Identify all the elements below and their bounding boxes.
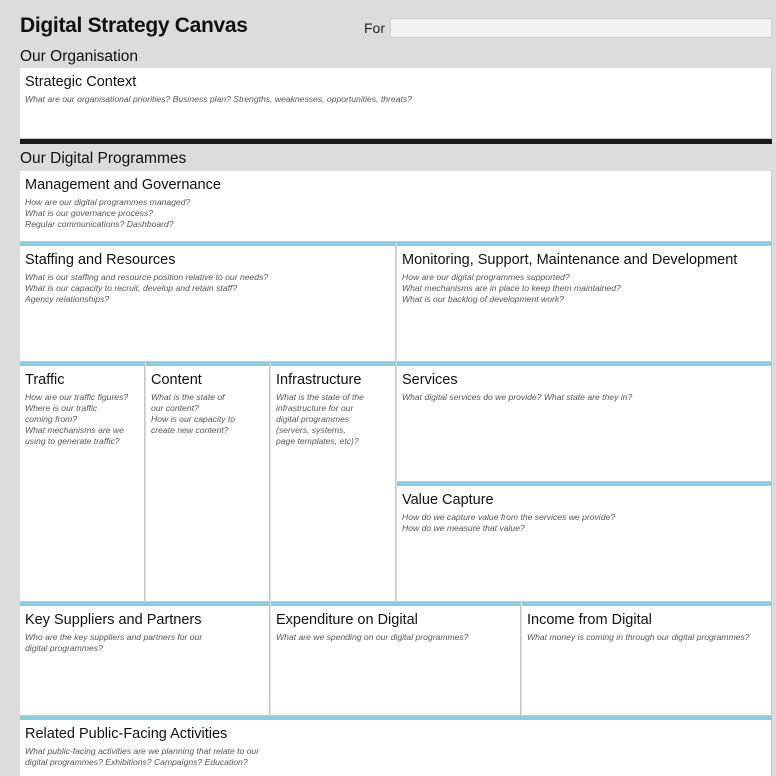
management-box[interactable]	[20, 171, 772, 242]
strategic-context-heading: Strategic Context	[25, 74, 137, 90]
content-question: What is the state of our content? How is our capacity to create new content?	[151, 392, 236, 435]
strategic-context-question: What are our organisational priorities? Business plan? Strengths, weaknesses, opportunities, threats?	[25, 94, 412, 104]
infrastructure-box[interactable]	[271, 362, 396, 602]
services-box[interactable]	[397, 362, 772, 482]
income-heading: Income from Digital	[527, 612, 652, 628]
value-capture-question: How do we capture value from the services we provide? How do we measure that value?	[402, 512, 616, 533]
management-question: How are our digital programmes managed? What is our governance process? Regular communications? Dashboard?	[25, 197, 191, 229]
section-title-programmes: Our Digital Programmes	[20, 150, 187, 167]
traffic-question: How are our traffic figures? Where is our traffic coming from? What mechanisms are we using to generate traffic?	[25, 392, 129, 446]
section-title-organisation: Our Organisation	[20, 48, 139, 65]
services-heading: Services	[402, 372, 458, 388]
management-heading: Management and Governance	[25, 177, 221, 193]
section-divider	[20, 139, 772, 144]
expenditure-box[interactable]	[271, 602, 521, 716]
public-facing-question: What public-facing activities are we planning that relate to our digital programmes? Exhibitions? Campaigns? Education?	[25, 746, 260, 767]
services-question: What digital services do we provide? What state are they in?	[402, 392, 633, 402]
strategic-context-box[interactable]	[20, 68, 772, 139]
content-heading: Content	[151, 372, 202, 388]
suppliers-heading: Key Suppliers and Partners	[25, 612, 202, 628]
income-box[interactable]	[522, 602, 772, 716]
content-box[interactable]	[146, 362, 270, 602]
for-input[interactable]	[390, 18, 772, 38]
traffic-box[interactable]	[20, 362, 145, 602]
traffic-heading: Traffic	[25, 372, 65, 388]
suppliers-box[interactable]	[20, 602, 270, 716]
suppliers-question: Who are the key suppliers and partners for our digital programmes?	[25, 632, 203, 653]
staffing-box[interactable]	[20, 242, 396, 362]
page-title: Digital Strategy Canvas	[20, 14, 248, 37]
staffing-question: What is our staffing and resource position relative to our needs? What is our capacity to recruit, develop and retain staff? Agency relationships?	[25, 272, 269, 304]
monitoring-box[interactable]	[397, 242, 772, 362]
infrastructure-heading: Infrastructure	[276, 372, 362, 388]
expenditure-question: What are we spending on our digital programmes?	[276, 632, 469, 642]
public-facing-heading: Related Public-Facing Activities	[25, 726, 228, 742]
staffing-heading: Staffing and Resources	[25, 252, 176, 268]
value-capture-box[interactable]	[397, 482, 772, 602]
public-facing-box[interactable]	[20, 716, 772, 776]
monitoring-question: How are our digital programmes supported? What mechanisms are in place to keep them maintained? What is our backlog of development work?	[402, 272, 621, 304]
infrastructure-question: What is the state of the infrastructure for our digital programmes (servers, systems, page templates, etc)?	[276, 392, 364, 446]
expenditure-heading: Expenditure on Digital	[276, 612, 418, 628]
monitoring-heading: Monitoring, Support, Maintenance and Development	[402, 252, 738, 268]
income-question: What money is coming in through our digital programmes?	[527, 632, 750, 642]
for-label: For	[364, 20, 385, 36]
value-capture-heading: Value Capture	[402, 492, 494, 508]
